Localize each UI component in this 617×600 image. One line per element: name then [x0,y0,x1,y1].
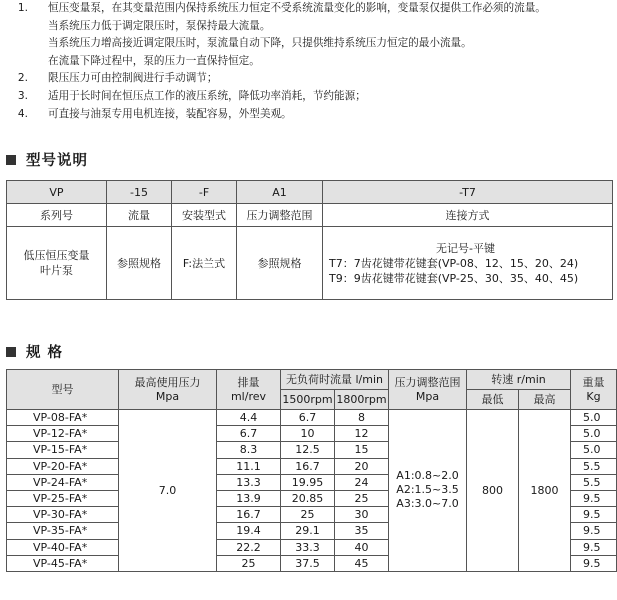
desc-series: 低压恒压变量叶片泵 [7,227,107,300]
header-weight-label: 重量 [582,375,605,389]
section-title: 规 格 [26,345,64,361]
header-weight-unit: Kg [586,389,601,403]
model-code-table [6,180,613,300]
cell-weight: 9.5 [571,490,617,506]
cell-flow-1800: 30 [335,507,389,523]
cell-flow-1500: 33.3 [281,539,335,555]
cell-flow-1500: 6.7 [281,410,335,426]
cell-model: VP-20-FA* [7,458,119,474]
feature-text: 恒压变量泵，在其变量范围内保持系统压力恒定不受系统流量变化的影响，变量泵仅提供工作必须的流量。 [48,2,546,14]
code-series: VP [7,181,107,204]
desc-pressure: 参照规格 [237,227,323,300]
label-pressure: 压力调整范围 [237,204,323,227]
header-speed: 转速 r/min [467,370,571,390]
cell-flow-1500: 10 [281,426,335,442]
header-pressure-range-label: 压力调整范围 [394,375,461,389]
feature-text: 在流量下降过程中，泵的压力一直保持恒定。 [48,54,260,67]
cell-flow-1500: 37.5 [281,555,335,571]
connection-option: 无记号-平键 [436,241,495,255]
cell-model: VP-08-FA* [7,410,119,426]
cell-flow-1800: 12 [335,426,389,442]
cell-flow-1800: 25 [335,490,389,506]
cell-flow-1500: 19.95 [281,474,335,490]
feature-item-3 [4,88,600,106]
section-title: 型号说明 [26,153,88,169]
cell-displacement: 16.7 [217,507,281,523]
cell-displacement: 13.9 [217,490,281,506]
pressure-range-option: A3:3.0~7.0 [396,497,459,511]
desc-flow: 参照规格 [107,227,172,300]
connection-option: T9：9齿花键带花键套(VP-25、30、35、40、45) [329,271,579,285]
code-mount: -F [172,181,237,204]
cell-model: VP-30-FA* [7,507,119,523]
feature-text: 当系统压力增高接近调定限压时，泵流量自动下降，只提供维持系统压力恒定的最小流量。 [48,37,472,50]
feature-item-4 [4,106,600,124]
cell-weight: 5.0 [571,426,617,442]
header-pressure-range-unit: Mpa [415,389,440,403]
label-series: 系列号 [7,204,107,227]
cell-displacement: 25 [217,555,281,571]
feature-text: 限压压力可由控制阀进行手动调节； [48,72,218,85]
header-displacement-label: 排量 [237,375,260,389]
feature-number: 3. [17,89,28,102]
header-1800rpm: 1800rpm [335,390,389,410]
header-pressure-range [389,370,467,410]
square-bullet-icon [6,155,16,165]
cell-weight: 5.5 [571,458,617,474]
header-1500rpm: 1500rpm [281,390,335,410]
cell-flow-1800: 15 [335,442,389,458]
header-no-load-flow: 无负荷时流量 l/min [281,370,389,390]
model-section-title [6,149,88,170]
cell-weight: 9.5 [571,523,617,539]
model-label-row [7,204,613,227]
cell-model: VP-35-FA* [7,523,119,539]
cell-flow-1500: 12.5 [281,442,335,458]
cell-weight: 5.0 [571,442,617,458]
cell-model: VP-45-FA* [7,555,119,571]
cell-model: VP-15-FA* [7,442,119,458]
cell-flow-1500: 25 [281,507,335,523]
cell-speed-min: 800 [467,410,519,572]
label-flow: 流量 [107,204,172,227]
feature-item-1 [4,0,600,18]
cell-displacement: 4.4 [217,410,281,426]
cell-flow-1500: 29.1 [281,523,335,539]
cell-max-pressure: 7.0 [119,410,217,572]
cell-displacement: 6.7 [217,426,281,442]
header-weight [571,370,617,410]
cell-displacement: 19.4 [217,523,281,539]
table-row [7,410,617,426]
cell-displacement: 8.3 [217,442,281,458]
desc-mount: F:法兰式 [172,227,237,300]
label-connection: 连接方式 [323,204,613,227]
cell-weight: 5.0 [571,410,617,426]
code-flow: -15 [107,181,172,204]
cell-flow-1800: 8 [335,410,389,426]
feature-list [4,0,600,123]
model-description-row [7,227,613,300]
cell-weight: 9.5 [571,539,617,555]
spec-table [6,369,617,572]
model-code-row [7,181,613,204]
cell-flow-1800: 35 [335,523,389,539]
header-speed-max: 最高 [519,390,571,410]
cell-flow-1800: 45 [335,555,389,571]
cell-displacement: 22.2 [217,539,281,555]
feature-item-2 [4,70,600,88]
connection-option: T7：7齿花键带花键套(VP-08、12、15、20、24) [329,256,579,270]
header-speed-min: 最低 [467,390,519,410]
cell-displacement: 11.1 [217,458,281,474]
cell-model: VP-25-FA* [7,490,119,506]
header-model: 型号 [7,370,119,410]
cell-weight: 9.5 [571,507,617,523]
cell-flow-1500: 16.7 [281,458,335,474]
pressure-range-option: A2:1.5~3.5 [396,483,459,497]
cell-weight: 5.5 [571,474,617,490]
cell-model: VP-24-FA* [7,474,119,490]
cell-model: VP-40-FA* [7,539,119,555]
feature-number: 1. [17,2,28,14]
header-max-pressure-label: 最高使用压力 [134,375,201,389]
cell-speed-max: 1800 [519,410,571,572]
feature-number: 2. [17,72,28,85]
header-displacement-unit: ml/rev [230,389,267,403]
label-mount: 安装型式 [172,204,237,227]
cell-flow-1500: 20.85 [281,490,335,506]
cell-flow-1800: 20 [335,458,389,474]
cell-weight: 9.5 [571,555,617,571]
spec-section-title [6,341,63,362]
code-connection: -T7 [323,181,613,204]
feature-text: 适用于长时间在恒压点工作的液压系统，降低功率消耗，节约能源； [48,89,366,102]
header-max-pressure [119,370,217,410]
feature-text: 可直接与油泵专用电机连接，装配容易，外型美观。 [48,107,292,120]
cell-flow-1800: 40 [335,539,389,555]
header-displacement [217,370,281,410]
feature-text: 当系统压力低于调定限压时，泵保持最大流量。 [48,19,271,32]
header-max-pressure-unit: Mpa [155,389,180,403]
square-bullet-icon [6,347,16,357]
feature-number: 4. [17,107,28,120]
cell-model: VP-12-FA* [7,426,119,442]
desc-connection [323,227,613,300]
cell-displacement: 13.3 [217,474,281,490]
cell-flow-1800: 24 [335,474,389,490]
cell-pressure-range [389,410,467,572]
code-pressure: A1 [237,181,323,204]
pressure-range-option: A1:0.8~2.0 [396,469,459,483]
